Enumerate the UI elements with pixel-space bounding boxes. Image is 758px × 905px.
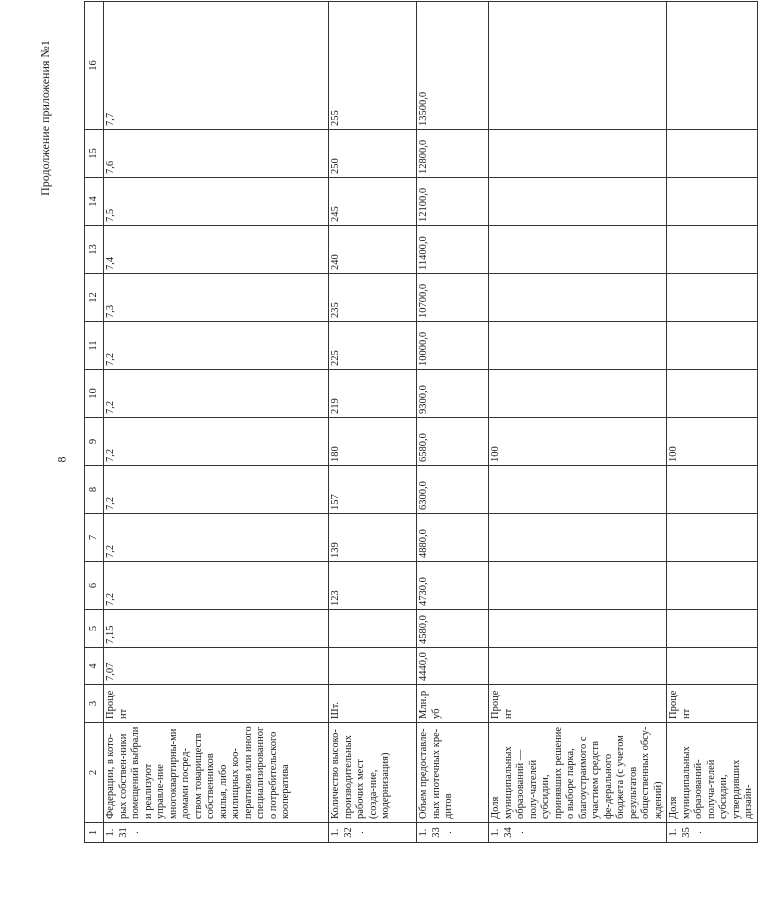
value-cell: 235 — [329, 274, 417, 322]
table-row — [667, 2, 758, 843]
value-cell: 11400,0 — [417, 226, 489, 274]
indicator-name-cell: Количество высоко-производительных рабочих мест (созда-ние, модернизация) — [329, 723, 417, 823]
value-cell — [489, 466, 667, 514]
header-row — [85, 2, 104, 843]
column-header-1: 1 — [85, 823, 104, 843]
value-cell — [667, 274, 758, 322]
value-cell — [667, 370, 758, 418]
column-header-3: 3 — [85, 685, 104, 723]
unit-cell: Шт. — [329, 685, 417, 723]
value-cell: 7,2 — [104, 466, 329, 514]
column-header-16: 16 — [85, 2, 104, 130]
value-cell: 7,15 — [104, 610, 329, 648]
indicator-name-cell: Федерации, в кото-рых собствен-ники помещений выбрали и реализуют управле-ние многоквартирны-ми домами посред-ством товариществ собственников жилья, либо жилищных коо-перативов или иного специализированного потребительского кооператива — [104, 723, 329, 823]
value-cell: 7,5 — [104, 178, 329, 226]
unit-cell: Процент — [667, 685, 758, 723]
value-cell — [489, 514, 667, 562]
value-cell: 157 — [329, 466, 417, 514]
value-cell: 12800,0 — [417, 130, 489, 178]
value-cell: 7,6 — [104, 130, 329, 178]
value-cell: 7,2 — [104, 370, 329, 418]
value-cell: 250 — [329, 130, 417, 178]
column-header-12: 12 — [85, 274, 104, 322]
unit-cell: Процент — [104, 685, 329, 723]
value-cell — [489, 562, 667, 610]
value-cell: 6300,0 — [417, 466, 489, 514]
value-cell: 255 — [329, 2, 417, 130]
table-row — [329, 2, 417, 843]
value-cell — [489, 130, 667, 178]
value-cell: 7,2 — [104, 514, 329, 562]
table-row — [104, 2, 329, 843]
indicators-table — [84, 1, 758, 843]
value-cell: 100 — [489, 418, 667, 466]
value-cell: 13500,0 — [417, 2, 489, 130]
row-number-cell: 1.32. — [329, 823, 417, 843]
value-cell: 139 — [329, 514, 417, 562]
value-cell — [489, 370, 667, 418]
indicator-name-cell: Объем предоставле-ных ипотечных кре-дитов — [417, 723, 489, 823]
column-header-11: 11 — [85, 322, 104, 370]
rotated-table-wrapper — [84, 48, 754, 843]
column-header-7: 7 — [85, 514, 104, 562]
page-number: 8 — [54, 456, 69, 463]
value-cell — [667, 514, 758, 562]
indicator-name-cell: Доля муниципальных образований-получа-телей субсидии, утвердивших дизайн- — [667, 723, 758, 823]
value-cell: 100 — [667, 418, 758, 466]
value-cell: 6580,0 — [417, 418, 489, 466]
value-cell: 225 — [329, 322, 417, 370]
column-header-8: 8 — [85, 466, 104, 514]
value-cell — [667, 226, 758, 274]
table-row — [417, 2, 489, 843]
column-header-10: 10 — [85, 370, 104, 418]
value-cell — [667, 130, 758, 178]
value-cell: 7,07 — [104, 648, 329, 685]
value-cell: 7,7 — [104, 2, 329, 130]
value-cell: 7,2 — [104, 418, 329, 466]
value-cell — [667, 648, 758, 685]
unit-cell: Процент — [489, 685, 667, 723]
value-cell: 219 — [329, 370, 417, 418]
value-cell: 240 — [329, 226, 417, 274]
continuation-label: Продолжение приложения №1 — [38, 40, 52, 196]
value-cell: 7,4 — [104, 226, 329, 274]
value-cell: 12100,0 — [417, 178, 489, 226]
value-cell — [667, 466, 758, 514]
value-cell: 7,2 — [104, 322, 329, 370]
value-cell — [489, 178, 667, 226]
value-cell: 7,2 — [104, 562, 329, 610]
value-cell: 4880,0 — [417, 514, 489, 562]
value-cell: 7,3 — [104, 274, 329, 322]
column-header-4: 4 — [85, 648, 104, 685]
column-header-13: 13 — [85, 226, 104, 274]
column-header-2: 2 — [85, 723, 104, 823]
value-cell — [489, 610, 667, 648]
value-cell — [489, 648, 667, 685]
row-number-cell: 1.35. — [667, 823, 758, 843]
value-cell: 10700,0 — [417, 274, 489, 322]
column-header-5: 5 — [85, 610, 104, 648]
value-cell — [489, 322, 667, 370]
row-number-cell: 1.34. — [489, 823, 667, 843]
value-cell: 4730,0 — [417, 562, 489, 610]
column-header-14: 14 — [85, 178, 104, 226]
value-cell: 10000,0 — [417, 322, 489, 370]
value-cell — [667, 610, 758, 648]
value-cell — [329, 610, 417, 648]
value-cell: 4580,0 — [417, 610, 489, 648]
column-header-15: 15 — [85, 130, 104, 178]
value-cell — [489, 274, 667, 322]
value-cell — [667, 2, 758, 130]
value-cell: 180 — [329, 418, 417, 466]
value-cell — [667, 562, 758, 610]
column-header-9: 9 — [85, 418, 104, 466]
value-cell: 4440,0 — [417, 648, 489, 685]
column-header-6: 6 — [85, 562, 104, 610]
value-cell — [489, 2, 667, 130]
value-cell — [667, 178, 758, 226]
row-number-cell: 1.33. — [417, 823, 489, 843]
value-cell — [667, 322, 758, 370]
row-number-cell: 1.31. — [104, 823, 329, 843]
value-cell — [329, 648, 417, 685]
value-cell: 9300,0 — [417, 370, 489, 418]
value-cell — [489, 226, 667, 274]
value-cell: 123 — [329, 562, 417, 610]
indicator-name-cell: Доля муниципальных образований — полу-чателей субсидии, принявших решение о выборе парка, благоустраимого с участием средств фе-дерального бюджета (с учетом результатов общественных обсу-ждений) — [489, 723, 667, 823]
unit-cell: Млн.руб — [417, 685, 489, 723]
value-cell: 245 — [329, 178, 417, 226]
table-row — [489, 2, 667, 843]
